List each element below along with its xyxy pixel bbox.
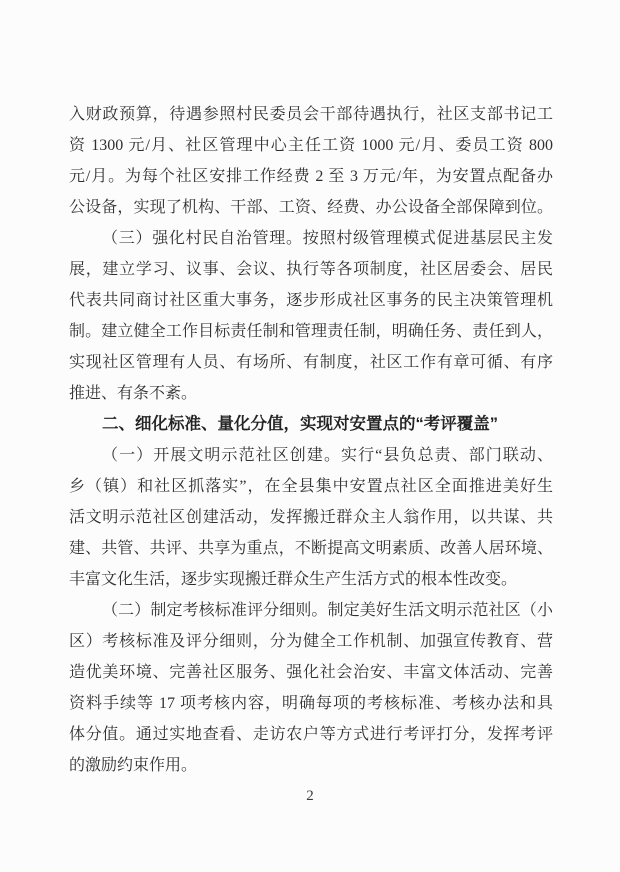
text-line: 体分值。通过实地查看、走访农户等方式进行考评打分，发挥考评: [69, 726, 553, 743]
text-line: 乡（镇）和社区抓落实”，在全县集中安置点社区全面推进美好生: [69, 478, 553, 495]
text-line: 元/月。为每个社区安排工作经费 2 至 3 万元/年，为安置点配备办: [69, 168, 553, 185]
text-line: 展，建立学习、议事、会议、执行等各项制度，社区居委会、居民: [69, 261, 553, 278]
paragraph: [69, 440, 553, 595]
text-line: 建、共管、共评、共享为重点，不断提高文明素质、改善人居环境、: [69, 540, 553, 557]
text-line: 入财政预算，待遇参照村民委员会干部待遇执行，社区支部书记工: [69, 106, 553, 123]
text-line: 推进、有条不紊。: [69, 385, 198, 402]
text-line: 二、细化标准、量化分值，实现对安置点的“考评覆盖”: [102, 415, 498, 433]
paragraph: [69, 595, 553, 781]
text-line: 代表共同商讨社区重大事务，逐步形成社区事务的民主决策管理机: [69, 292, 553, 309]
text-line: 资 1300 元/月、社区管理中心主任工资 1000 元/月、委员工资 800: [69, 137, 553, 154]
text-line: 实现社区管理有人员、有场所、有制度，社区工作有章可循、有序: [69, 354, 553, 371]
section-heading: [69, 409, 553, 440]
page-number: 2: [306, 788, 314, 804]
text-line: 丰富文化生活，逐步实现搬迁群众生产生活方式的根本性改变。: [69, 571, 518, 588]
text-line: 的激励约束作用。: [69, 757, 198, 774]
document-content: [69, 99, 553, 781]
text-line: 活文明示范社区创建活动，发挥搬迁群众主人翁作用，以共谋、共: [69, 509, 553, 526]
text-line: （二）制定考核标准评分细则。制定美好生活文明示范社区（小: [102, 602, 553, 619]
text-line: 造优美环境、完善社区服务、强化社会治安、丰富文体活动、完善: [69, 664, 553, 681]
text-line: 资料手续等 17 项考核内容，明确每项的考核标准、考核办法和具: [69, 695, 553, 712]
text-line: （三）强化村民自治管理。按照村级管理模式促进基层民主发: [102, 230, 553, 247]
text-line: 制。建立健全工作目标责任制和管理责任制，明确任务、责任到人，: [69, 323, 553, 340]
text-line: （一）开展文明示范社区创建。实行“县负总责、部门联动、: [102, 447, 553, 464]
paragraph: [69, 99, 553, 223]
paragraph: [69, 223, 553, 409]
text-line: 公设备，实现了机构、干部、工资、经费、办公设备全部保障到位。: [69, 199, 553, 216]
text-line: 区）考核标准及评分细则，分为健全工作机制、加强宣传教育、营: [69, 633, 553, 650]
